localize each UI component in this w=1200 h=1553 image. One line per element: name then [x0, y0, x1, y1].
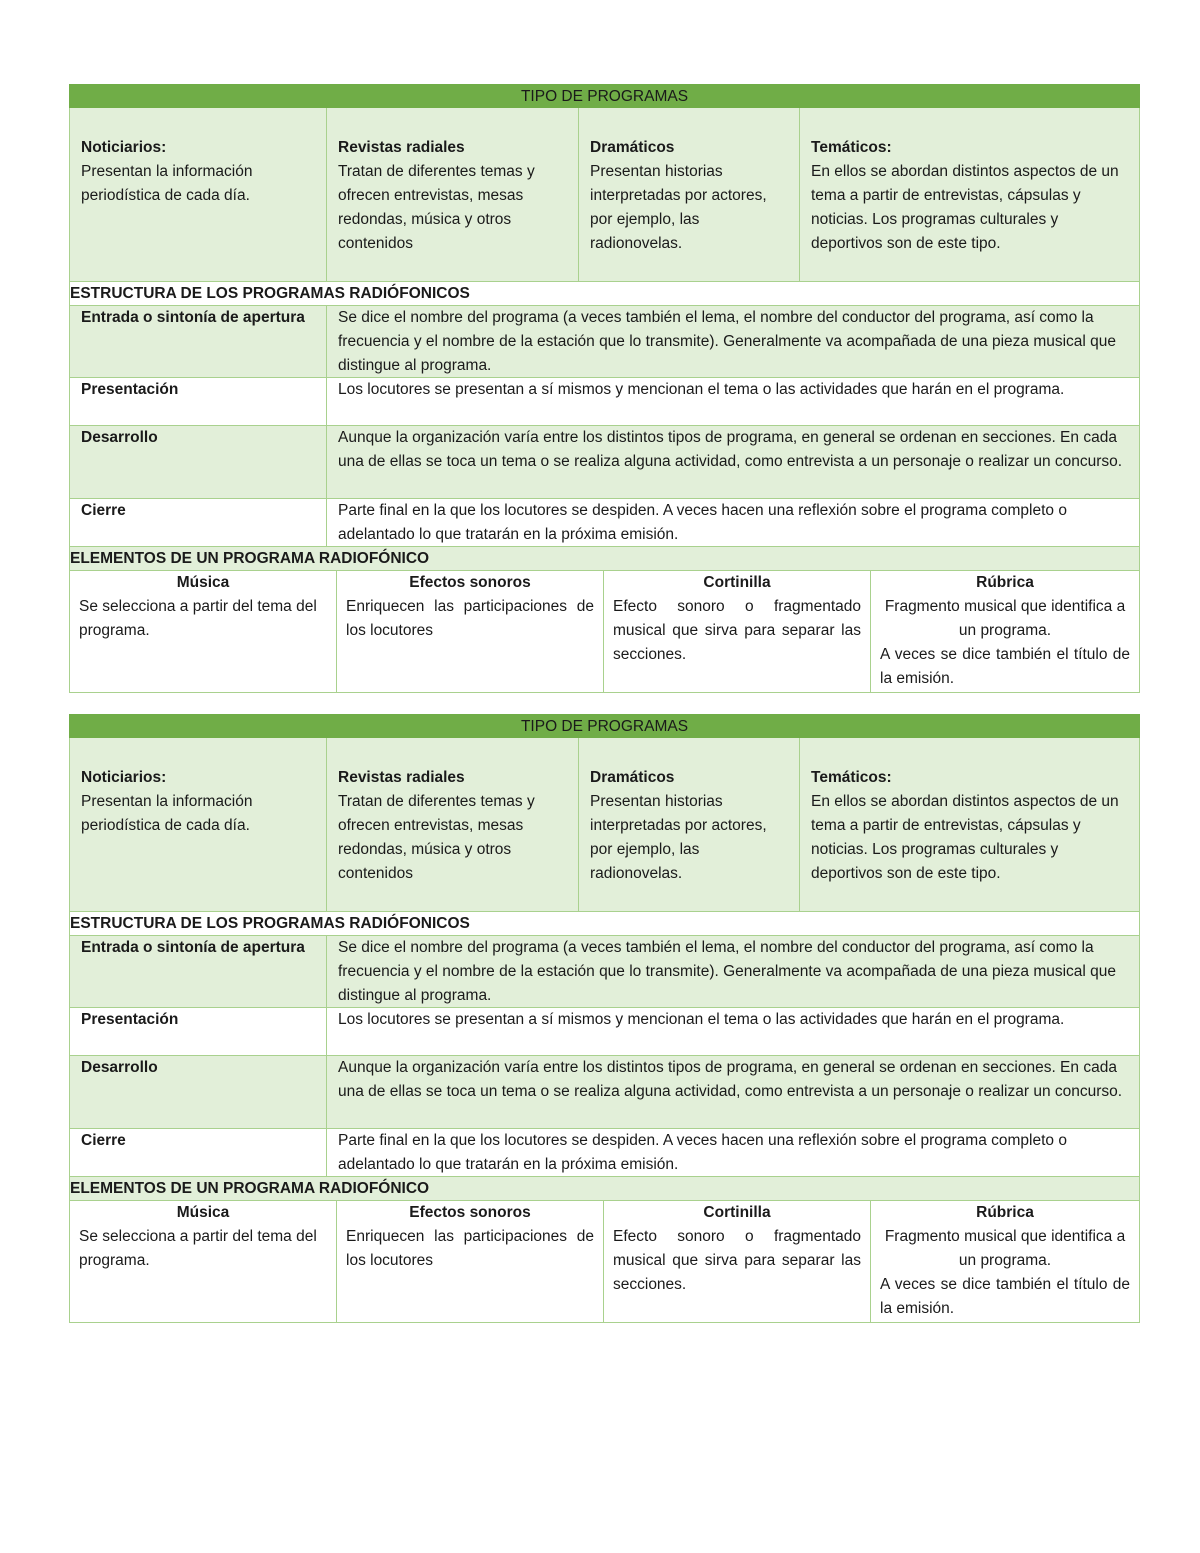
types-row [69, 738, 1140, 912]
type-cell [70, 738, 327, 911]
tipo-title: TIPO DE PROGRAMAS [69, 84, 1140, 108]
elemento-desc: Enriquecen las participaciones de los locutores [346, 1228, 594, 1269]
elemento-name: Rúbrica [976, 1204, 1034, 1221]
estructura-label: Presentación [70, 378, 327, 425]
elemento-desc-extra: A veces se dice también el título de la emisión. [880, 1276, 1130, 1317]
estructura-row [69, 1008, 1140, 1056]
estructura-row [69, 378, 1140, 426]
estructura-label: Desarrollo [70, 426, 327, 498]
elemento-name: Música [176, 574, 230, 591]
elemento-desc: Se selecciona a partir del tema del programa. [79, 598, 317, 639]
estructura-label: Cierre [70, 499, 327, 546]
elemento-cell [70, 571, 337, 692]
estructura-desc: Se dice el nombre del programa (a veces también el lema, el nombre del conductor del programa, así como la frecuencia y el nombre de la estación que lo transmite). Generalmente va acompañada de una pieza musical que distingue al programa. [338, 939, 1117, 1004]
estructura-label: Presentación [70, 1008, 327, 1055]
elemento-desc: Efecto sonoro o fragmentado musical que sirva para separar las secciones. [613, 598, 861, 663]
elemento-cell [604, 1201, 871, 1322]
estructura-desc: Aunque la organización varía entre los distintos tipos de programa, en general se ordenan en secciones. En cada una de ellas se toca un tema o se realiza alguna actividad, como entrevista a un personaje o realizar un concurso. [338, 429, 1123, 470]
estructura-row [69, 306, 1140, 378]
types-row [69, 108, 1140, 282]
type-desc: Presentan la información periodística de cada día. [81, 793, 253, 834]
elemento-name: Rúbrica [976, 574, 1034, 591]
estructura-desc: Parte final en la que los locutores se despiden. A veces hacen una reflexión sobre el programa completo o adelantado lo que tratarán en la próxima emisión. [338, 1132, 1067, 1173]
type-name: Temáticos: [811, 139, 892, 156]
elemento-desc: Enriquecen las participaciones de los locutores [346, 598, 594, 639]
type-desc: Presentan la información periodística de cada día. [81, 163, 253, 204]
estructura-label: Desarrollo [70, 1056, 327, 1128]
elemento-cell [871, 1201, 1139, 1322]
type-name: Dramáticos [590, 769, 675, 786]
type-name: Revistas radiales [338, 769, 465, 786]
type-name: Noticiarios: [81, 139, 167, 156]
type-name: Dramáticos [590, 139, 675, 156]
estructura-desc: Los locutores se presentan a sí mismos y mencionan el tema o las actividades que harán en el programa. [338, 1011, 1065, 1028]
type-name: Revistas radiales [338, 139, 465, 156]
elemento-desc-extra: A veces se dice también el título de la emisión. [880, 646, 1130, 687]
elemento-name: Cortinilla [703, 1204, 771, 1221]
elemento-name: Música [176, 1204, 230, 1221]
elemento-desc: Fragmento musical que identifica a un programa. [884, 1228, 1126, 1269]
type-cell [327, 108, 579, 281]
estructura-label: Entrada o sintonía de apertura [70, 936, 327, 1007]
elementos-title: ELEMENTOS DE UN PROGRAMA RADIOFÓNICO [69, 1177, 1140, 1201]
estructura-desc: Parte final en la que los locutores se despiden. A veces hacen una reflexión sobre el programa completo o adelantado lo que tratarán en la próxima emisión. [338, 502, 1067, 543]
estructura-desc: Se dice el nombre del programa (a veces también el lema, el nombre del conductor del programa, así como la frecuencia y el nombre de la estación que lo transmite). Generalmente va acompañada de una pieza musical que distingue al programa. [338, 309, 1117, 374]
estructura-title: ESTRUCTURA DE LOS PROGRAMAS RADIÓFONICOS [69, 912, 1140, 936]
estructura-desc: Los locutores se presentan a sí mismos y mencionan el tema o las actividades que harán en el programa. [338, 381, 1065, 398]
type-desc: Presentan historias interpretadas por actores, por ejemplo, las radionovelas. [590, 793, 767, 882]
program-table-1 [69, 84, 1140, 693]
elemento-desc: Efecto sonoro o fragmentado musical que sirva para separar las secciones. [613, 1228, 861, 1293]
type-cell [579, 738, 800, 911]
estructura-label: Entrada o sintonía de apertura [70, 306, 327, 377]
estructura-label: Cierre [70, 1129, 327, 1176]
type-desc: Tratan de diferentes temas y ofrecen entrevistas, mesas redondas, música y otros contenidos [338, 793, 535, 882]
type-desc: En ellos se abordan distintos aspectos de un tema a partir de entrevistas, cápsulas y noticias. Los programas culturales y deportivos son de este tipo. [811, 163, 1119, 252]
estructura-desc: Aunque la organización varía entre los distintos tipos de programa, en general se ordenan en secciones. En cada una de ellas se toca un tema o se realiza alguna actividad, como entrevista a un personaje o realizar un concurso. [338, 1059, 1123, 1100]
type-cell [800, 108, 1139, 281]
program-table-2 [69, 714, 1140, 1323]
estructura-row [69, 1129, 1140, 1177]
estructura-row [69, 1056, 1140, 1129]
estructura-title: ESTRUCTURA DE LOS PROGRAMAS RADIÓFONICOS [69, 282, 1140, 306]
type-name: Temáticos: [811, 769, 892, 786]
elemento-desc: Fragmento musical que identifica a un programa. [884, 598, 1126, 639]
type-cell [70, 108, 327, 281]
tipo-title: TIPO DE PROGRAMAS [69, 714, 1140, 738]
type-name: Noticiarios: [81, 769, 167, 786]
estructura-row [69, 936, 1140, 1008]
elemento-name: Efectos sonoros [409, 1204, 531, 1221]
elemento-name: Efectos sonoros [409, 574, 531, 591]
estructura-row [69, 426, 1140, 499]
elementos-row [69, 571, 1140, 693]
type-cell [579, 108, 800, 281]
type-desc: En ellos se abordan distintos aspectos de un tema a partir de entrevistas, cápsulas y noticias. Los programas culturales y deportivos son de este tipo. [811, 793, 1119, 882]
elemento-cell [70, 1201, 337, 1322]
estructura-row [69, 499, 1140, 547]
elemento-cell [337, 571, 604, 692]
elemento-name: Cortinilla [703, 574, 771, 591]
elemento-cell [871, 571, 1139, 692]
type-cell [800, 738, 1139, 911]
elementos-title: ELEMENTOS DE UN PROGRAMA RADIOFÓNICO [69, 547, 1140, 571]
type-desc: Tratan de diferentes temas y ofrecen entrevistas, mesas redondas, música y otros contenidos [338, 163, 535, 252]
type-cell [327, 738, 579, 911]
elemento-cell [337, 1201, 604, 1322]
type-desc: Presentan historias interpretadas por actores, por ejemplo, las radionovelas. [590, 163, 767, 252]
elemento-cell [604, 571, 871, 692]
elemento-desc: Se selecciona a partir del tema del programa. [79, 1228, 317, 1269]
elementos-row [69, 1201, 1140, 1323]
